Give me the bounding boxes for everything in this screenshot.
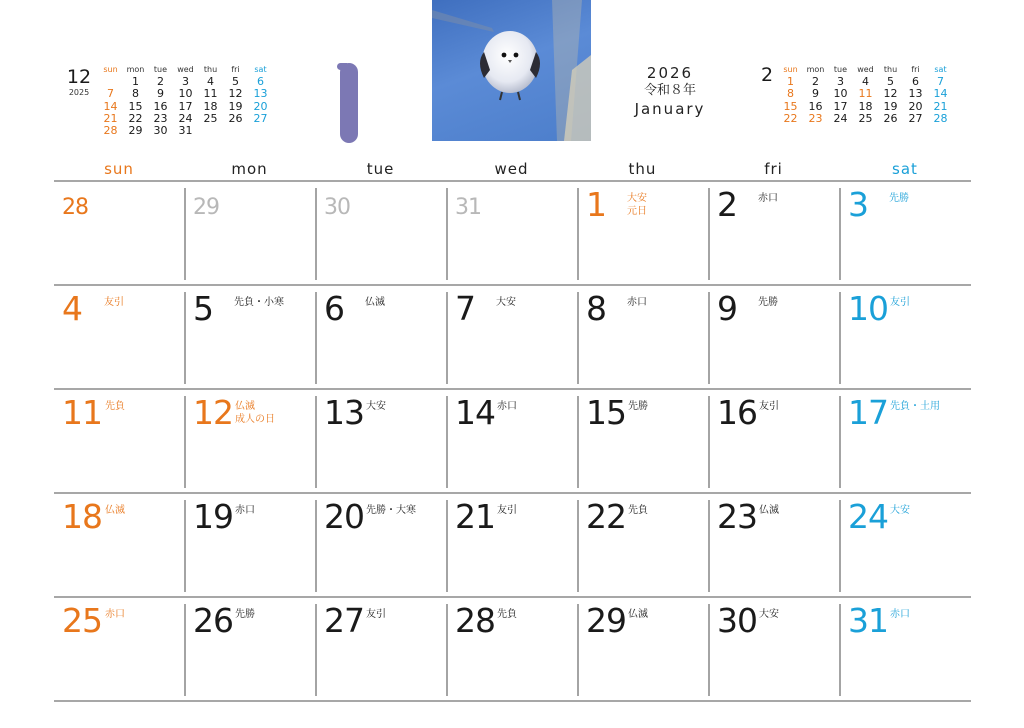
day-cell xyxy=(708,286,839,384)
rokuyo-note: 赤口 xyxy=(758,193,778,204)
day-number: 5 xyxy=(193,289,213,328)
prev-month-number: 12 xyxy=(66,66,92,88)
column-divider xyxy=(446,188,448,280)
day-cell xyxy=(839,286,971,384)
prev-month-weekday-label: mon xyxy=(126,65,145,74)
next-month-weekday-label: sat xyxy=(934,65,947,74)
day-cell xyxy=(839,494,971,592)
column-divider xyxy=(315,292,317,384)
next-month-day: 16 xyxy=(808,99,823,113)
prev-month-day: 22 xyxy=(128,111,143,125)
column-divider xyxy=(839,292,841,384)
day-number: 31 xyxy=(455,195,481,220)
day-cell xyxy=(577,286,708,384)
rokuyo-note: 大安 xyxy=(366,401,386,412)
day-number: 4 xyxy=(62,289,82,328)
next-month-day: 19 xyxy=(883,99,898,113)
column-divider xyxy=(839,396,841,488)
next-month-day: 15 xyxy=(783,99,798,113)
next-month-weekday-label: thu xyxy=(883,65,898,74)
weekday-header-fri: fri xyxy=(764,160,783,178)
prev-month-day: 13 xyxy=(253,87,268,101)
next-month-day: 23 xyxy=(808,111,823,125)
prev-month-day: 2 xyxy=(157,75,164,89)
day-cell xyxy=(184,598,315,696)
prev-month-day: 8 xyxy=(132,87,139,101)
day-number: 11 xyxy=(62,393,102,432)
day-number: 25 xyxy=(62,601,102,640)
weekday-header-sun: sun xyxy=(104,160,134,178)
day-number: 12 xyxy=(193,393,233,432)
column-divider xyxy=(315,188,317,280)
rokuyo-note: 赤口 xyxy=(235,505,255,516)
day-cell xyxy=(184,390,315,488)
rokuyo-note: 大安 xyxy=(496,297,516,308)
prev-month-day: 29 xyxy=(128,123,143,137)
rokuyo-note: 赤口 xyxy=(627,297,647,308)
rokuyo-note: 赤口 xyxy=(105,609,125,620)
day-cell xyxy=(708,598,839,696)
rokuyo-note: 先負 xyxy=(497,609,517,620)
column-divider xyxy=(839,500,841,592)
day-number: 13 xyxy=(324,393,364,432)
day-cell xyxy=(54,494,184,592)
japanese-era-label: 令和８年 xyxy=(643,83,696,98)
column-divider xyxy=(577,604,579,696)
prev-month-day: 26 xyxy=(228,111,243,125)
column-divider xyxy=(315,604,317,696)
column-divider xyxy=(446,292,448,384)
next-month-day: 20 xyxy=(908,99,923,113)
next-month-day: 7 xyxy=(937,75,944,89)
prev-month-day: 11 xyxy=(203,87,218,101)
column-divider xyxy=(315,500,317,592)
bird-photo xyxy=(432,0,591,141)
weekday-header-row xyxy=(54,158,971,180)
day-number: 23 xyxy=(717,497,757,536)
day-number: 29 xyxy=(586,601,626,640)
column-divider xyxy=(446,500,448,592)
next-month-day: 6 xyxy=(912,75,919,89)
column-divider xyxy=(577,292,579,384)
prev-month-day: 1 xyxy=(132,75,139,89)
month-grid xyxy=(54,180,971,702)
rokuyo-note: 仏滅 xyxy=(759,505,779,516)
next-month-weekday-label: sun xyxy=(783,65,798,74)
day-cell xyxy=(184,182,315,280)
day-cell xyxy=(54,286,184,384)
day-cell xyxy=(315,598,446,696)
next-month-day: 21 xyxy=(933,99,948,113)
prev-month-day: 28 xyxy=(103,123,118,137)
next-month-day: 22 xyxy=(783,111,798,125)
day-cell xyxy=(315,182,446,280)
next-month-day: 27 xyxy=(908,111,923,125)
rokuyo-note: 友引 xyxy=(104,297,124,308)
day-number: 28 xyxy=(62,195,88,220)
day-cell xyxy=(446,390,577,488)
long-tailed-tit-image xyxy=(432,0,591,141)
prev-month-day: 9 xyxy=(157,87,164,101)
day-number: 21 xyxy=(455,497,495,536)
day-cell xyxy=(708,182,839,280)
day-number: 16 xyxy=(717,393,757,432)
column-divider xyxy=(708,292,710,384)
prev-month-day: 4 xyxy=(207,75,214,89)
day-cell xyxy=(315,390,446,488)
next-month-day: 14 xyxy=(933,87,948,101)
next-month-day: 18 xyxy=(858,99,873,113)
day-cell xyxy=(54,182,184,280)
prev-month-day xyxy=(223,125,248,137)
prev-month-weekday-label: sat xyxy=(254,65,267,74)
day-number: 14 xyxy=(455,393,495,432)
day-cell xyxy=(577,182,708,280)
day-cell xyxy=(446,494,577,592)
prev-month-weekday-label: thu xyxy=(203,65,218,74)
day-cell xyxy=(54,390,184,488)
prev-month-day: 30 xyxy=(153,123,168,137)
next-month-day: 1 xyxy=(787,75,794,89)
rokuyo-note: 仏滅 xyxy=(105,505,125,516)
day-cell xyxy=(184,494,315,592)
rokuyo-note: 仏滅 xyxy=(365,297,385,308)
weekday-header-thu: thu xyxy=(628,160,657,178)
prev-month-day: 18 xyxy=(203,99,218,113)
prev-month-day: 15 xyxy=(128,99,143,113)
month-name-label: January xyxy=(634,100,706,118)
day-number: 30 xyxy=(717,601,757,640)
day-cell xyxy=(708,494,839,592)
rokuyo-note: 仏滅 成人の日 xyxy=(235,401,275,425)
column-divider xyxy=(839,188,841,280)
day-number: 2 xyxy=(717,185,737,224)
next-month-day: 10 xyxy=(833,87,848,101)
rokuyo-note: 大安 xyxy=(759,609,779,620)
day-cell xyxy=(315,286,446,384)
column-divider xyxy=(577,396,579,488)
weekday-header-tue: tue xyxy=(366,160,395,178)
day-number: 17 xyxy=(848,393,888,432)
day-number: 29 xyxy=(193,195,219,220)
day-cell xyxy=(446,182,577,280)
day-number: 18 xyxy=(62,497,102,536)
next-month-day: 13 xyxy=(908,87,923,101)
year-title-block xyxy=(620,64,720,118)
prev-month-weekday-label: tue xyxy=(153,65,168,74)
next-month-weekday-label: wed xyxy=(857,65,874,74)
rokuyo-note: 赤口 xyxy=(890,609,910,620)
day-number: 19 xyxy=(193,497,233,536)
rokuyo-note: 先勝 xyxy=(235,609,255,620)
day-number: 30 xyxy=(324,195,350,220)
prev-month-day: 25 xyxy=(203,111,218,125)
prev-month-year: 2025 xyxy=(68,88,90,97)
rokuyo-note: 友引 xyxy=(759,401,779,412)
rokuyo-note: 仏滅 xyxy=(628,609,648,620)
rokuyo-note: 先勝・大寒 xyxy=(366,505,416,516)
rokuyo-note: 先勝 xyxy=(889,193,909,204)
next-month-number: 2 xyxy=(760,64,774,86)
day-number: 27 xyxy=(324,601,364,640)
column-divider xyxy=(708,500,710,592)
next-month-day: 8 xyxy=(787,87,794,101)
day-number: 15 xyxy=(586,393,626,432)
rokuyo-note: 友引 xyxy=(497,505,517,516)
rokuyo-note: 友引 xyxy=(890,297,910,308)
prev-month-day: 16 xyxy=(153,99,168,113)
day-number: 22 xyxy=(586,497,626,536)
next-month-day: 9 xyxy=(812,87,819,101)
next-month-day: 3 xyxy=(837,75,844,89)
prev-month-day: 3 xyxy=(182,75,189,89)
prev-month-weekday-label: fri xyxy=(231,65,240,74)
day-number: 9 xyxy=(717,289,737,328)
week-row xyxy=(54,180,971,284)
day-number: 7 xyxy=(455,289,475,328)
column-divider xyxy=(446,396,448,488)
day-cell xyxy=(184,286,315,384)
day-number: 24 xyxy=(848,497,888,536)
prev-month-day: 12 xyxy=(228,87,243,101)
year-label: 2026 xyxy=(646,64,694,82)
prev-month-day: 7 xyxy=(107,87,114,101)
prev-month-day: 17 xyxy=(178,99,193,113)
rokuyo-note: 先勝 xyxy=(758,297,778,308)
prev-month-day: 5 xyxy=(232,75,239,89)
weekday-header-sat: sat xyxy=(892,160,918,178)
prev-month-day: 14 xyxy=(103,99,118,113)
day-cell xyxy=(839,390,971,488)
prev-month-day: 24 xyxy=(178,111,193,125)
next-month-day: 24 xyxy=(833,111,848,125)
rokuyo-note: 先負 xyxy=(105,401,125,412)
prev-month-day xyxy=(248,125,273,137)
column-divider xyxy=(184,396,186,488)
day-number: 6 xyxy=(324,289,344,328)
rokuyo-note: 先負・小寒 xyxy=(234,297,284,308)
prev-month-day: 19 xyxy=(228,99,243,113)
next-month-grid xyxy=(778,64,953,125)
day-cell xyxy=(54,598,184,696)
weekday-header-mon: mon xyxy=(231,160,268,178)
column-divider xyxy=(446,604,448,696)
next-month-weekday-label: tue xyxy=(833,65,848,74)
day-number: 8 xyxy=(586,289,606,328)
prev-month-day: 6 xyxy=(257,75,264,89)
week-row xyxy=(54,492,971,596)
day-number: 26 xyxy=(193,601,233,640)
prev-month-weekday-label: sun xyxy=(103,65,118,74)
day-number: 20 xyxy=(324,497,364,536)
day-cell xyxy=(446,598,577,696)
next-month-day: 2 xyxy=(812,75,819,89)
day-cell xyxy=(577,494,708,592)
next-month-day: 28 xyxy=(933,111,948,125)
column-divider xyxy=(839,604,841,696)
next-month-day: 11 xyxy=(858,87,873,101)
day-number: 28 xyxy=(455,601,495,640)
column-divider xyxy=(315,396,317,488)
next-month-day: 25 xyxy=(858,111,873,125)
day-cell xyxy=(577,390,708,488)
next-month-day: 5 xyxy=(887,75,894,89)
prev-month-day: 27 xyxy=(253,111,268,125)
rokuyo-note: 先負・土用 xyxy=(890,401,940,412)
day-cell xyxy=(839,182,971,280)
prev-month-day: 31 xyxy=(178,123,193,137)
day-cell xyxy=(315,494,446,592)
prev-month-day: 20 xyxy=(253,99,268,113)
week-row xyxy=(54,284,971,388)
prev-month-day xyxy=(198,125,223,137)
day-cell xyxy=(577,598,708,696)
prev-month-day: 10 xyxy=(178,87,193,101)
next-month-day: 26 xyxy=(883,111,898,125)
next-month-day: 17 xyxy=(833,99,848,113)
day-number: 1 xyxy=(586,185,606,224)
week-row xyxy=(54,596,971,702)
column-divider xyxy=(184,604,186,696)
prev-month-day: 23 xyxy=(153,111,168,125)
day-cell xyxy=(839,598,971,696)
rokuyo-note: 大安 元日 xyxy=(627,193,647,217)
column-divider xyxy=(708,188,710,280)
day-number: 10 xyxy=(848,289,888,328)
next-month-day: 12 xyxy=(883,87,898,101)
next-month-weekday-label: fri xyxy=(911,65,920,74)
column-divider xyxy=(184,292,186,384)
prev-month-day: 21 xyxy=(103,111,118,125)
column-divider xyxy=(708,604,710,696)
prev-month-weekday-label: wed xyxy=(177,65,194,74)
month-numeral-graphic xyxy=(340,63,358,143)
column-divider xyxy=(577,188,579,280)
rokuyo-note: 赤口 xyxy=(497,401,517,412)
rokuyo-note: 友引 xyxy=(366,609,386,620)
column-divider xyxy=(184,500,186,592)
week-row xyxy=(54,388,971,492)
column-divider xyxy=(184,188,186,280)
weekday-header-wed: wed xyxy=(494,160,529,178)
day-cell xyxy=(708,390,839,488)
rokuyo-note: 大安 xyxy=(890,505,910,516)
column-divider xyxy=(577,500,579,592)
day-cell xyxy=(446,286,577,384)
day-number: 3 xyxy=(848,185,868,224)
rokuyo-note: 先負 xyxy=(628,505,648,516)
rokuyo-note: 先勝 xyxy=(628,401,648,412)
column-divider xyxy=(708,396,710,488)
prev-month-grid xyxy=(98,64,273,137)
next-month-weekday-label: mon xyxy=(806,65,825,74)
day-number: 31 xyxy=(848,601,888,640)
next-month-day: 4 xyxy=(862,75,869,89)
